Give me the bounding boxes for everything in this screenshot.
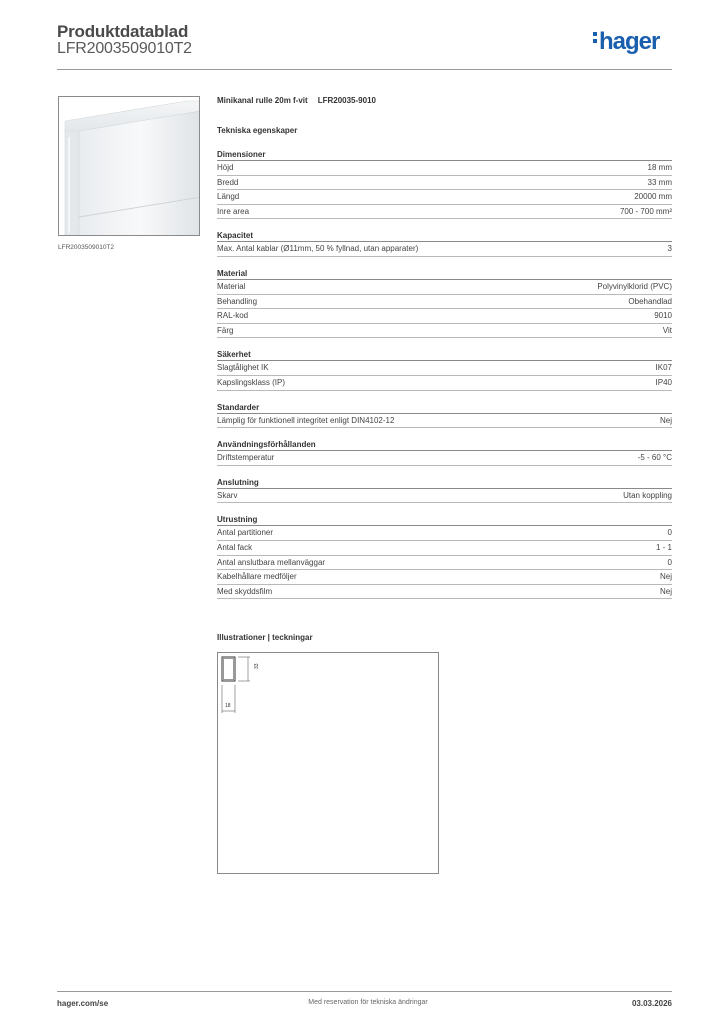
property-value: Nej	[659, 586, 672, 596]
property-label: Antal fack	[217, 542, 253, 552]
property-label: Skarv	[217, 490, 238, 500]
section-title: Säkerhet	[217, 350, 672, 361]
section-title: Material	[217, 269, 672, 280]
property-value: 0	[667, 557, 672, 567]
section-title: Utrustning	[217, 515, 672, 526]
section-dimensioner	[217, 150, 672, 219]
property-value: 33 mm	[647, 177, 672, 187]
dimension-drawing	[217, 652, 439, 874]
property-row	[217, 242, 672, 257]
section-title: Kapacitet	[217, 231, 672, 242]
property-value: 20000 mm	[634, 192, 672, 202]
section-kapacitet	[217, 231, 672, 257]
property-value: 1 - 1	[655, 542, 672, 552]
property-label: Antal anslutbara mellanväggar	[217, 557, 326, 567]
property-value: 3	[667, 244, 672, 254]
dimension-height-label: 33	[254, 663, 260, 669]
property-label: Material	[217, 281, 246, 291]
section-säkerhet	[217, 350, 672, 390]
property-row	[217, 161, 672, 176]
property-row	[217, 556, 672, 571]
property-label: Bredd	[217, 177, 239, 187]
property-value: Polyvinylklorid (PVC)	[597, 281, 672, 291]
property-label: Kabelhållare medföljer	[217, 572, 297, 582]
section-title: Dimensioner	[217, 150, 672, 161]
cable-duct-illustration	[59, 97, 200, 236]
technical-content	[217, 96, 672, 599]
property-label: Höjd	[217, 163, 234, 172]
property-row	[217, 361, 672, 376]
property-label: Slagtålighet IK	[217, 363, 269, 373]
document-reference: LFR2003509010T2	[57, 40, 192, 57]
property-row	[217, 190, 672, 205]
product-code: LFR20035-9010	[317, 96, 376, 105]
property-label: Lämplig för funktionell integritet enligt DIN4102-12	[217, 415, 395, 425]
property-row	[217, 309, 672, 324]
property-value: Obehandlad	[628, 296, 672, 306]
document-title: Produktdatablad	[57, 22, 189, 41]
property-value: Nej	[659, 572, 672, 582]
section-anslutning	[217, 478, 672, 504]
property-label: Färg	[217, 325, 234, 335]
section-material	[217, 269, 672, 338]
dimension-width-label: 18	[225, 703, 231, 709]
property-value: Nej	[659, 415, 672, 425]
property-value: IK07	[655, 363, 672, 373]
section-title: Användningsförhållanden	[217, 440, 672, 451]
property-row	[217, 324, 672, 339]
property-label: Behandling	[217, 296, 258, 306]
property-value: Utan koppling	[623, 490, 672, 500]
property-row	[217, 570, 672, 585]
section-standarder	[217, 403, 672, 429]
footer-divider	[57, 991, 672, 992]
property-row	[217, 205, 672, 220]
section-title: Anslutning	[217, 478, 672, 489]
footer-website: hager.com/se	[57, 999, 109, 1008]
section-utrustning	[217, 515, 672, 599]
property-value: Vit	[662, 325, 672, 335]
logo-text: hager	[599, 28, 660, 55]
product-image-caption: LFR2003509010T2	[58, 244, 115, 251]
property-value: 9010	[654, 311, 672, 321]
property-value: -5 - 60 °C	[637, 453, 672, 463]
property-row	[217, 295, 672, 310]
property-label: Antal partitioner	[217, 528, 274, 538]
hager-logo	[593, 28, 659, 56]
property-row	[217, 176, 672, 191]
property-row	[217, 376, 672, 391]
header-divider	[57, 69, 672, 70]
property-row	[217, 541, 672, 556]
section-title: Standarder	[217, 403, 672, 414]
property-value: 700 - 700 mm²	[619, 206, 672, 216]
section-användningsförhållanden	[217, 440, 672, 466]
property-sections	[217, 150, 672, 599]
property-row	[217, 451, 672, 466]
illustrations-title: Illustrationer | teckningar	[217, 633, 313, 642]
footer-disclaimer: Med reservation för tekniska ändringar	[308, 999, 428, 1006]
property-row	[217, 280, 672, 295]
property-value: IP40	[655, 377, 672, 387]
product-image	[58, 96, 200, 236]
dimension-drawing-svg	[218, 653, 440, 875]
tech-properties-title: Tekniska egenskaper	[217, 126, 298, 135]
product-name: Minikanal rulle 20m f-vit	[217, 96, 308, 105]
property-label: Driftstemperatur	[217, 453, 275, 463]
footer-date: 03.03.2026	[631, 999, 672, 1008]
property-row	[217, 526, 672, 541]
property-value: 0	[667, 528, 672, 538]
logo-dots-icon	[593, 29, 598, 46]
property-row	[217, 414, 672, 429]
property-label: Inre area	[217, 206, 250, 216]
property-row	[217, 489, 672, 504]
property-label: Max. Antal kablar (Ø11mm, 50 % fyllnad, utan apparater)	[217, 244, 419, 254]
property-label: Kapslingsklass (IP)	[217, 377, 286, 387]
product-heading	[217, 96, 672, 112]
property-label: RAL-kod	[217, 311, 249, 321]
property-row	[217, 585, 672, 600]
property-value: 18 mm	[647, 163, 672, 172]
property-label: Med skyddsfilm	[217, 586, 273, 596]
property-label: Längd	[217, 192, 240, 202]
